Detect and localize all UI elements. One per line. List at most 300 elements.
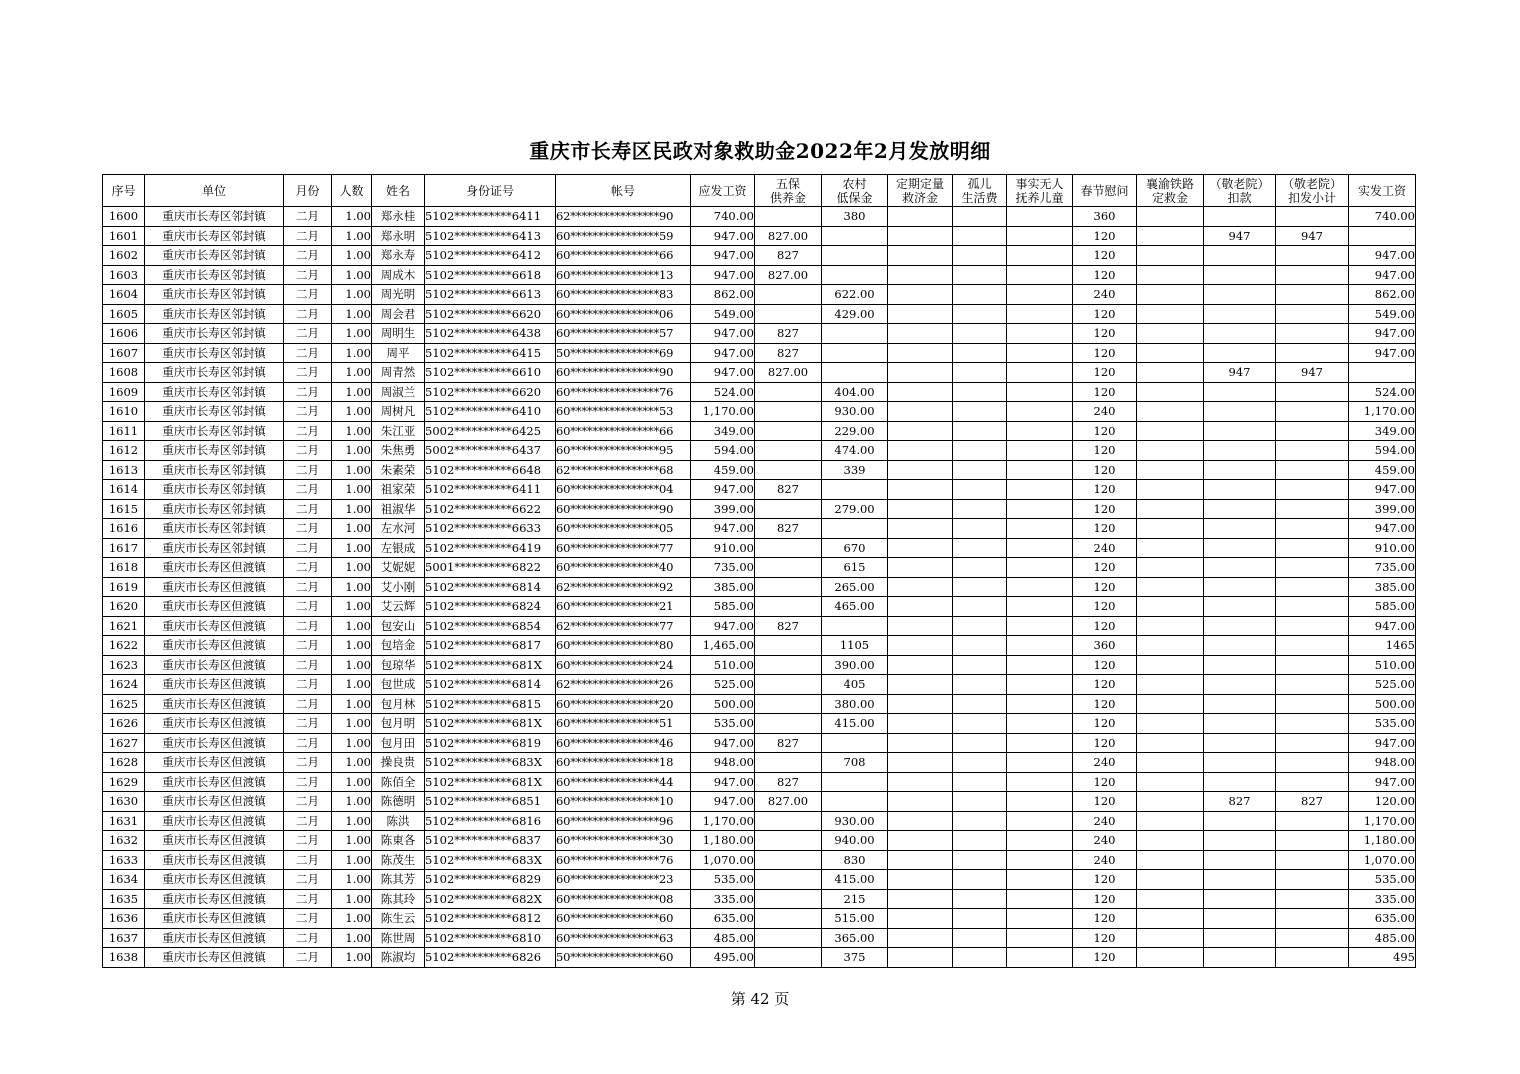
table-cell: 365.00	[822, 928, 888, 948]
table-cell: 重庆市长寿区但渡镇	[145, 772, 284, 792]
table-cell: 215	[822, 889, 888, 909]
table-cell	[1204, 519, 1276, 539]
column-header: 孤儿 生活费	[953, 175, 1007, 207]
table-cell: 1,180.00	[691, 831, 755, 851]
table-cell	[953, 226, 1007, 246]
table-cell: 1.00	[332, 343, 372, 363]
table-cell	[1007, 597, 1073, 617]
table-cell	[1204, 285, 1276, 305]
table-cell: 120	[1073, 772, 1137, 792]
table-row	[103, 577, 1416, 597]
table-cell	[1276, 753, 1349, 773]
table-cell: 279.00	[822, 499, 888, 519]
table-cell: 重庆市长寿区邻封镇	[145, 363, 284, 383]
table-cell	[755, 558, 822, 578]
table-cell: 1616	[103, 519, 145, 539]
table-cell	[1204, 382, 1276, 402]
table-cell	[1204, 441, 1276, 461]
table-cell	[1007, 382, 1073, 402]
page-number: 第 42 页	[730, 990, 790, 1008]
table-cell: 1.00	[332, 616, 372, 636]
table-cell: 120	[1073, 343, 1137, 363]
table-cell	[1276, 285, 1349, 305]
table-cell: 60****************63	[556, 928, 691, 948]
table-cell	[822, 480, 888, 500]
table-cell: 1606	[103, 324, 145, 344]
table-cell	[1204, 577, 1276, 597]
table-cell: 947.00	[691, 226, 755, 246]
table-cell: 827	[755, 616, 822, 636]
table-cell: 380	[822, 207, 888, 227]
column-header: 单位	[145, 175, 284, 207]
table-row	[103, 324, 1416, 344]
table-cell	[1007, 538, 1073, 558]
table-cell: 60****************18	[556, 753, 691, 773]
table-cell	[1137, 460, 1204, 480]
table-cell: 120	[1073, 499, 1137, 519]
table-cell: 60****************76	[556, 382, 691, 402]
table-cell: 二月	[284, 850, 332, 870]
table-cell	[1276, 265, 1349, 285]
table-row	[103, 675, 1416, 695]
table-cell: 1624	[103, 675, 145, 695]
table-cell: 5102**********6613	[425, 285, 556, 305]
table-cell: 陈洪	[372, 811, 425, 831]
table-cell: 500.00	[691, 694, 755, 714]
table-cell	[1204, 343, 1276, 363]
table-cell	[1007, 558, 1073, 578]
table-cell: 1618	[103, 558, 145, 578]
table-cell	[1137, 948, 1204, 968]
table-cell	[953, 207, 1007, 227]
table-cell	[1276, 441, 1349, 461]
table-cell: 1615	[103, 499, 145, 519]
table-cell: 585.00	[691, 597, 755, 617]
table-cell: 120	[1073, 265, 1137, 285]
table-cell: 947.00	[1349, 772, 1416, 792]
table-cell: 5102**********6410	[425, 402, 556, 422]
table-cell: 5102**********6419	[425, 538, 556, 558]
table-cell	[888, 753, 953, 773]
table-cell	[1007, 616, 1073, 636]
table-cell	[822, 363, 888, 383]
table-row	[103, 402, 1416, 422]
table-cell	[1204, 421, 1276, 441]
table-cell: 1,180.00	[1349, 831, 1416, 851]
table-cell	[888, 714, 953, 734]
table-cell	[1137, 850, 1204, 870]
table-cell	[755, 285, 822, 305]
table-cell: 947.00	[691, 265, 755, 285]
table-cell: 1.00	[332, 441, 372, 461]
table-cell: 重庆市长寿区但渡镇	[145, 909, 284, 929]
table-cell: 399.00	[691, 499, 755, 519]
table-cell: 940.00	[822, 831, 888, 851]
table-cell	[1137, 558, 1204, 578]
table-cell: 830	[822, 850, 888, 870]
table-cell: 465.00	[822, 597, 888, 617]
table-cell: 827	[1276, 792, 1349, 812]
table-cell	[1137, 597, 1204, 617]
table-row	[103, 733, 1416, 753]
table-cell	[1007, 324, 1073, 344]
table-cell	[1007, 207, 1073, 227]
table-cell: 827	[755, 246, 822, 266]
table-cell: 399.00	[1349, 499, 1416, 519]
table-row	[103, 441, 1416, 461]
table-cell: 947.00	[691, 519, 755, 539]
table-cell	[1137, 285, 1204, 305]
table-cell: 240	[1073, 850, 1137, 870]
table-cell	[822, 519, 888, 539]
table-cell: 60****************30	[556, 831, 691, 851]
table-cell: 62****************92	[556, 577, 691, 597]
table-cell: 930.00	[822, 811, 888, 831]
table-cell: 1623	[103, 655, 145, 675]
table-cell: 二月	[284, 207, 332, 227]
table-cell: 947	[1276, 363, 1349, 383]
table-cell	[1137, 811, 1204, 831]
table-cell	[755, 850, 822, 870]
table-cell: 948.00	[1349, 753, 1416, 773]
table-cell: 陈生云	[372, 909, 425, 929]
table-cell	[1137, 909, 1204, 929]
table-cell	[953, 421, 1007, 441]
table-cell: 827.00	[755, 265, 822, 285]
table-row	[103, 226, 1416, 246]
table-cell	[1204, 246, 1276, 266]
table-cell	[1007, 870, 1073, 890]
table-cell	[1276, 714, 1349, 734]
table-cell: 朱江亚	[372, 421, 425, 441]
table-cell	[888, 909, 953, 929]
table-cell: 60****************60	[556, 909, 691, 929]
table-cell	[1276, 636, 1349, 656]
table-cell: 495.00	[691, 948, 755, 968]
table-cell: 5102**********6812	[425, 909, 556, 929]
table-cell	[953, 675, 1007, 695]
table-row	[103, 753, 1416, 773]
table-cell: 60****************83	[556, 285, 691, 305]
table-cell: 1.00	[332, 499, 372, 519]
table-cell: 349.00	[691, 421, 755, 441]
table-cell: 1.00	[332, 421, 372, 441]
table-cell	[888, 636, 953, 656]
table-cell	[1276, 207, 1349, 227]
table-cell: 重庆市长寿区邻封镇	[145, 343, 284, 363]
table-cell	[755, 714, 822, 734]
table-cell	[1276, 499, 1349, 519]
table-cell: 1635	[103, 889, 145, 909]
table-cell	[1007, 265, 1073, 285]
table-cell: 60****************13	[556, 265, 691, 285]
table-cell: 60****************04	[556, 480, 691, 500]
table-row	[103, 811, 1416, 831]
table-cell: 重庆市长寿区但渡镇	[145, 655, 284, 675]
table-cell: 535.00	[1349, 870, 1416, 890]
table-cell	[888, 733, 953, 753]
table-cell	[888, 792, 953, 812]
table-cell: 朱焦勇	[372, 441, 425, 461]
table-cell: 5102**********681X	[425, 714, 556, 734]
table-cell: 周树凡	[372, 402, 425, 422]
table-cell: 1.00	[332, 382, 372, 402]
table-cell: 120	[1073, 733, 1137, 753]
table-cell	[1204, 324, 1276, 344]
table-cell: 二月	[284, 733, 332, 753]
table-cell: 二月	[284, 343, 332, 363]
table-cell: 1.00	[332, 402, 372, 422]
table-cell	[953, 831, 1007, 851]
table-row	[103, 636, 1416, 656]
table-row	[103, 519, 1416, 539]
table-cell	[1137, 636, 1204, 656]
table-cell: 525.00	[1349, 675, 1416, 695]
table-cell: 1608	[103, 363, 145, 383]
table-cell	[1137, 538, 1204, 558]
table-cell	[1137, 304, 1204, 324]
table-cell: 5102**********6826	[425, 948, 556, 968]
table-cell	[1007, 363, 1073, 383]
table-cell	[1276, 733, 1349, 753]
table-cell: 左银成	[372, 538, 425, 558]
table-cell: 陈佰全	[372, 772, 425, 792]
table-cell: 60****************51	[556, 714, 691, 734]
table-cell	[755, 460, 822, 480]
table-cell: 包安山	[372, 616, 425, 636]
table-cell	[888, 265, 953, 285]
table-cell: 240	[1073, 831, 1137, 851]
table-cell: 947.00	[691, 363, 755, 383]
table-row	[103, 207, 1416, 227]
table-cell: 周光明	[372, 285, 425, 305]
table-cell: 二月	[284, 265, 332, 285]
table-cell: 827	[755, 480, 822, 500]
table-cell	[888, 343, 953, 363]
table-cell	[1276, 558, 1349, 578]
table-cell	[755, 870, 822, 890]
table-cell: 操良贵	[372, 753, 425, 773]
table-cell: 60****************21	[556, 597, 691, 617]
table-cell: 1,170.00	[691, 402, 755, 422]
table-cell: 947.00	[691, 480, 755, 500]
table-cell: 947.00	[691, 246, 755, 266]
table-cell	[1204, 499, 1276, 519]
table-cell: 陈淑均	[372, 948, 425, 968]
table-cell	[1276, 421, 1349, 441]
table-cell	[888, 519, 953, 539]
table-cell	[1276, 343, 1349, 363]
table-cell	[1204, 948, 1276, 968]
table-cell: 910.00	[1349, 538, 1416, 558]
table-cell: 5102**********6810	[425, 928, 556, 948]
table-cell: 重庆市长寿区但渡镇	[145, 558, 284, 578]
table-cell: 1629	[103, 772, 145, 792]
table-cell: 5102**********6411	[425, 207, 556, 227]
table-cell: 60****************90	[556, 499, 691, 519]
table-cell: 二月	[284, 870, 332, 890]
table-cell: 60****************24	[556, 655, 691, 675]
column-header: （敬老院） 扣款	[1204, 175, 1276, 207]
table-cell: 240	[1073, 402, 1137, 422]
table-cell	[953, 694, 1007, 714]
table-cell: 1625	[103, 694, 145, 714]
table-cell: 二月	[284, 402, 332, 422]
table-cell: 5102**********6633	[425, 519, 556, 539]
table-cell	[1137, 714, 1204, 734]
table-row	[103, 460, 1416, 480]
table-cell: 二月	[284, 694, 332, 714]
table-cell: 陈茂生	[372, 850, 425, 870]
table-cell: 重庆市长寿区邻封镇	[145, 226, 284, 246]
table-cell: 包琼华	[372, 655, 425, 675]
table-cell: 947.00	[1349, 324, 1416, 344]
table-cell: 670	[822, 538, 888, 558]
table-cell	[888, 831, 953, 851]
table-cell: 485.00	[1349, 928, 1416, 948]
table-cell	[953, 363, 1007, 383]
table-cell: 5102**********6817	[425, 636, 556, 656]
table-cell	[1137, 519, 1204, 539]
table-cell: 827	[755, 324, 822, 344]
table-cell	[1276, 538, 1349, 558]
table-cell	[888, 948, 953, 968]
table-cell	[953, 343, 1007, 363]
table-cell	[1204, 597, 1276, 617]
table-cell: 5001**********6822	[425, 558, 556, 578]
table-cell: 二月	[284, 363, 332, 383]
table-cell: 120	[1073, 889, 1137, 909]
table-cell: 1465	[1349, 636, 1416, 656]
table-cell: 120	[1073, 928, 1137, 948]
table-cell: 415.00	[822, 714, 888, 734]
column-header: 襄渝铁路 定救金	[1137, 175, 1204, 207]
table-cell	[1007, 714, 1073, 734]
table-cell: 包世成	[372, 675, 425, 695]
table-cell: 重庆市长寿区但渡镇	[145, 753, 284, 773]
table-cell	[1276, 909, 1349, 929]
table-cell	[1137, 655, 1204, 675]
column-header: 五保 供养金	[755, 175, 822, 207]
column-header: 人数	[332, 175, 372, 207]
table-cell	[953, 792, 1007, 812]
table-cell: 827	[755, 772, 822, 792]
table-cell: 515.00	[822, 909, 888, 929]
table-cell: 二月	[284, 480, 332, 500]
table-cell	[888, 421, 953, 441]
table-cell: 1,465.00	[691, 636, 755, 656]
table-cell: 郑永寿	[372, 246, 425, 266]
table-cell: 827	[755, 343, 822, 363]
table-cell: 1.00	[332, 265, 372, 285]
table-cell	[1276, 675, 1349, 695]
table-cell: 1638	[103, 948, 145, 968]
table-cell	[1137, 577, 1204, 597]
table-row	[103, 792, 1416, 812]
table-cell	[953, 519, 1007, 539]
table-cell: 827	[755, 519, 822, 539]
table-cell: 5102**********681X	[425, 772, 556, 792]
table-cell	[888, 226, 953, 246]
table-cell: 62****************77	[556, 616, 691, 636]
table-cell	[888, 499, 953, 519]
table-cell	[1007, 694, 1073, 714]
table-cell: 重庆市长寿区邻封镇	[145, 402, 284, 422]
table-cell	[1137, 324, 1204, 344]
table-cell: 1612	[103, 441, 145, 461]
table-cell: 重庆市长寿区邻封镇	[145, 480, 284, 500]
table-cell: 120	[1073, 714, 1137, 734]
table-cell: 947	[1204, 226, 1276, 246]
table-cell: 120	[1073, 246, 1137, 266]
table-row	[103, 304, 1416, 324]
table-cell: 459.00	[1349, 460, 1416, 480]
table-cell: 510.00	[1349, 655, 1416, 675]
table-cell	[755, 831, 822, 851]
table-cell: 5102**********6610	[425, 363, 556, 383]
table-cell: 重庆市长寿区邻封镇	[145, 441, 284, 461]
table-row	[103, 889, 1416, 909]
table-cell: 1,170.00	[1349, 402, 1416, 422]
table-cell: 525.00	[691, 675, 755, 695]
table-cell	[1276, 597, 1349, 617]
table-cell	[755, 636, 822, 656]
table-cell: 615	[822, 558, 888, 578]
table-cell	[1137, 265, 1204, 285]
table-cell	[1007, 499, 1073, 519]
table-cell: 周明生	[372, 324, 425, 344]
table-cell: 5102**********6814	[425, 577, 556, 597]
table-cell	[888, 694, 953, 714]
table-cell	[755, 441, 822, 461]
table-cell	[1276, 324, 1349, 344]
table-cell: 50****************69	[556, 343, 691, 363]
table-cell: 947	[1276, 226, 1349, 246]
table-cell: 5102**********6618	[425, 265, 556, 285]
table-cell: 60****************53	[556, 402, 691, 422]
table-cell: 二月	[284, 382, 332, 402]
table-cell	[888, 889, 953, 909]
table-cell: 1.00	[332, 480, 372, 500]
table-cell	[1204, 304, 1276, 324]
table-cell	[1007, 226, 1073, 246]
table-cell	[755, 207, 822, 227]
column-header: 春节慰问	[1073, 175, 1137, 207]
table-cell	[1276, 616, 1349, 636]
table-cell: 二月	[284, 558, 332, 578]
table-cell: 艾云辉	[372, 597, 425, 617]
table-cell	[1204, 889, 1276, 909]
table-cell	[1276, 928, 1349, 948]
table-cell	[755, 928, 822, 948]
table-cell: 二月	[284, 499, 332, 519]
table-cell	[1007, 811, 1073, 831]
table-cell: 1.00	[332, 870, 372, 890]
table-cell	[1276, 831, 1349, 851]
table-cell	[1007, 753, 1073, 773]
table-cell	[953, 714, 1007, 734]
table-cell	[1137, 363, 1204, 383]
table-cell: 重庆市长寿区邻封镇	[145, 421, 284, 441]
table-cell	[1204, 616, 1276, 636]
table-cell	[953, 616, 1007, 636]
table-cell: 5102**********6648	[425, 460, 556, 480]
table-cell: 重庆市长寿区但渡镇	[145, 831, 284, 851]
table-cell: 1.00	[332, 363, 372, 383]
table-cell: 二月	[284, 675, 332, 695]
table-cell: 周淑兰	[372, 382, 425, 402]
column-header: 农村 低保金	[822, 175, 888, 207]
